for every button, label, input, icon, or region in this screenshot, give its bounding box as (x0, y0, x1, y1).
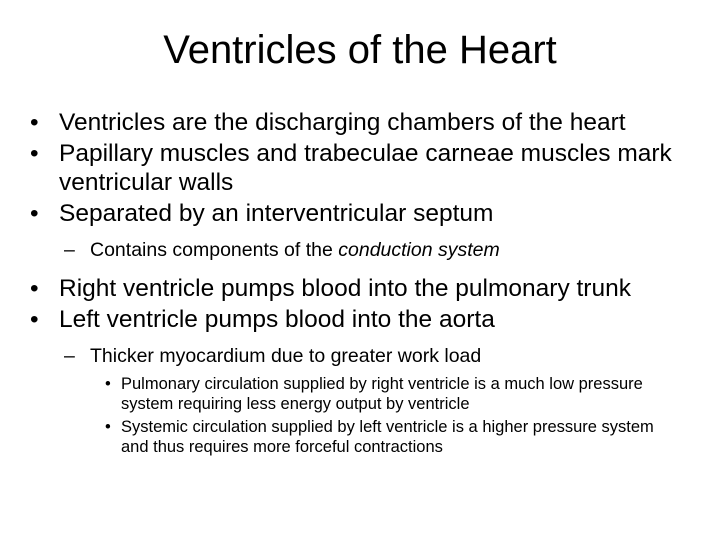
sub-bullet-text: Contains components of the (90, 239, 339, 261)
sub-bullet-emphasis: conduction system (338, 239, 500, 261)
dash-icon: – (64, 239, 75, 261)
bullet-icon: • (30, 306, 39, 333)
sub-bullet-item (64, 344, 690, 368)
sub-sub-bullet-item (105, 417, 681, 457)
sub-bullet-text: Thicker myocardium due to greater work load (90, 345, 482, 367)
bullet-text: Separated by an interventricular septum (59, 200, 494, 227)
bullet-item (30, 139, 684, 197)
sub-sub-bullet-item (105, 374, 681, 414)
sub-bullet-item (64, 238, 690, 262)
slide-title: Ventricles of the Heart (163, 28, 557, 72)
bullet-item (30, 199, 684, 228)
bullet-item (30, 108, 684, 137)
slide-body (0, 108, 720, 457)
bullet-icon: • (30, 109, 39, 136)
bullet-icon: • (30, 200, 39, 227)
bullet-text: Left ventricle pumps blood into the aorta (59, 306, 495, 333)
bullet-text: Right ventricle pumps blood into the pulmonary trunk (59, 275, 631, 302)
bullet-item (30, 274, 684, 303)
bullet-icon: • (105, 418, 111, 436)
sub-sub-bullet-text: Pulmonary circulation supplied by right ventricle is a much low pressure system requiring less energy output by ventricle (121, 375, 643, 413)
dash-icon: – (64, 345, 75, 367)
bullet-icon: • (30, 140, 39, 167)
bullet-icon: • (30, 275, 39, 302)
bullet-text: Papillary muscles and trabeculae carneae muscles mark ventricular walls (59, 140, 672, 196)
bullet-text: Ventricles are the discharging chambers of the heart (59, 109, 626, 136)
bullet-item (30, 305, 684, 334)
sub-sub-bullet-text: Systemic circulation supplied by left ventricle is a higher pressure system and thus requires more forceful contractions (121, 418, 654, 456)
bullet-icon: • (105, 375, 111, 393)
